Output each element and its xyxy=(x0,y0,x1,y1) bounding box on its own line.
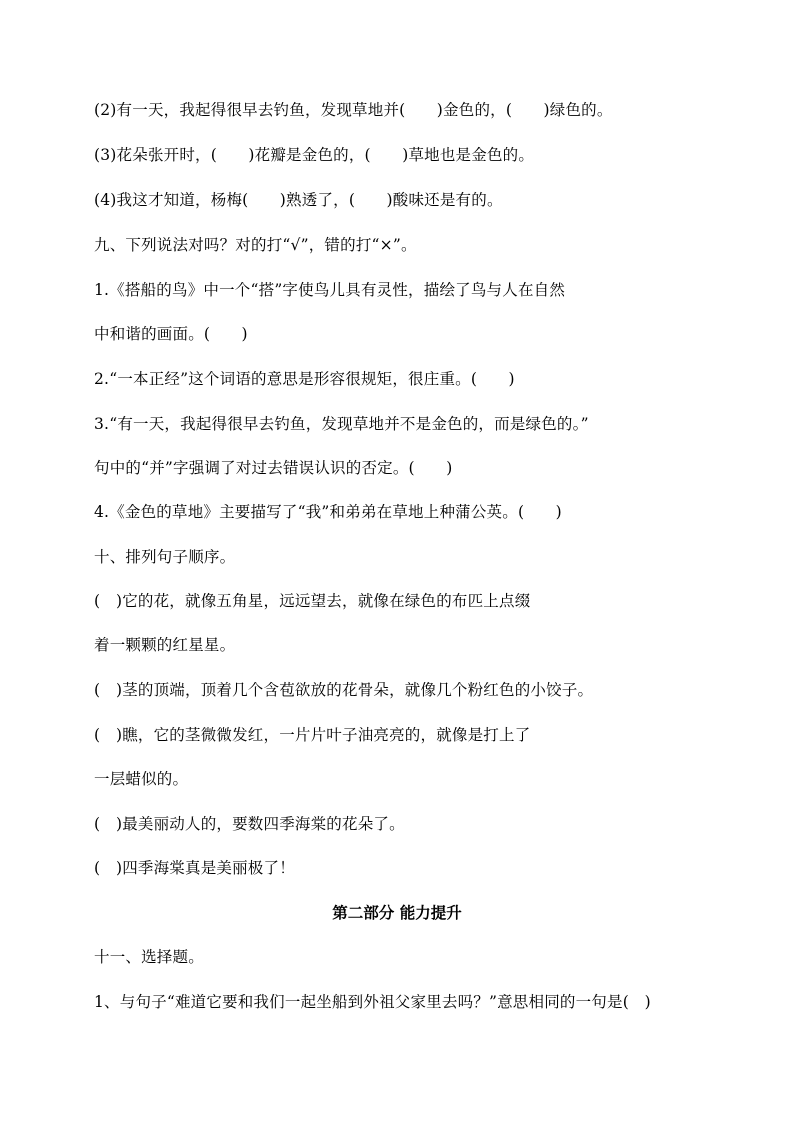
section-title: 第二部分 能力提升 xyxy=(332,903,462,922)
question-10-item-4: ( )最美丽动人的，要数四季海棠的花朵了。 xyxy=(94,815,405,833)
question-10-item-3-line-2: 一层蜡似的。 xyxy=(94,770,189,788)
question-8-item-2: (2)有一天，我起得很早去钓鱼，发现草地并( )金色的，( )绿色的。 xyxy=(94,101,613,119)
question-10-item-3-line-1: ( )瞧，它的茎微微发红，一片片叶子油亮亮的，就像是打上了 xyxy=(94,726,531,744)
question-8-item-3: (3)花朵张开时，( )花瓣是金色的，( )草地也是金色的。 xyxy=(94,146,535,164)
question-10-heading: 十、排列句子顺序。 xyxy=(94,548,236,566)
question-9-item-3-line-2: 句中的“并”字强调了对过去错误认识的否定。( ) xyxy=(94,459,453,477)
question-8-item-4: (4)我这才知道，杨梅( )熟透了，( )酸味还是有的。 xyxy=(94,191,503,209)
question-9-item-2: 2.“一本正经”这个词语的意思是形容很规矩，很庄重。( ) xyxy=(94,370,515,388)
question-10-item-2: ( )茎的顶端，顶着几个含苞欲放的花骨朵，就像几个粉红色的小饺子。 xyxy=(94,681,594,699)
question-9-heading: 九、下列说法对吗？对的打“√”，错的打“×”。 xyxy=(94,236,417,254)
question-9-item-1-line-2: 中和谐的画面。( ) xyxy=(94,325,248,343)
question-10-item-1-line-1: ( )它的花，就像五角星，远远望去，就像在绿色的布匹上点缀 xyxy=(94,592,531,610)
question-11-heading: 十一、选择题。 xyxy=(94,948,204,966)
question-9-item-4: 4.《金色的草地》主要描写了“我”和弟弟在草地上种蒲公英。( ) xyxy=(94,503,562,521)
question-10-item-5: ( )四季海棠真是美丽极了！ xyxy=(94,859,295,877)
question-11-item-1: 1、与句子“难道它要和我们一起坐船到外祖父家里去吗？”意思相同的一句是( ) xyxy=(94,993,651,1011)
question-10-item-1-line-2: 着一颗颗的红星星。 xyxy=(94,636,236,654)
question-9-item-3-line-1: 3.“有一天，我起得很早去钓鱼，发现草地并不是金色的，而是绿色的。” xyxy=(94,415,589,433)
question-9-item-1-line-1: 1.《搭船的鸟》中一个“搭”字使鸟儿具有灵性，描绘了鸟与人在自然 xyxy=(94,281,566,299)
